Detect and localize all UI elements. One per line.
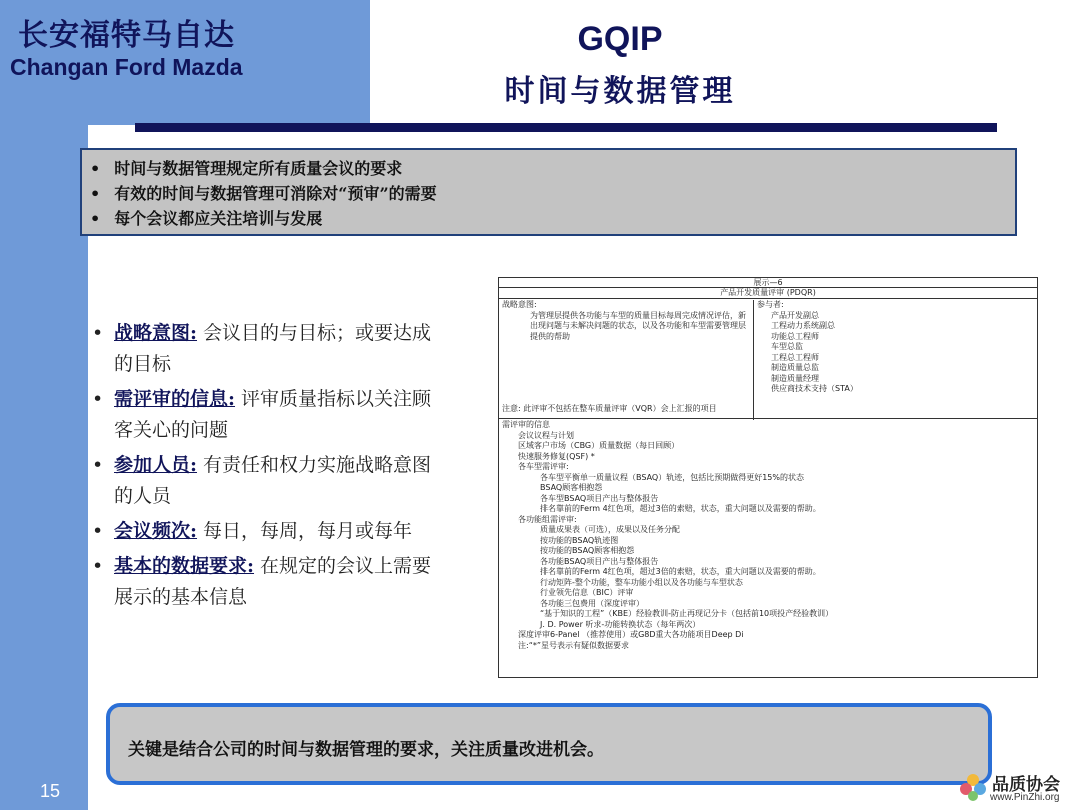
title-underline <box>135 123 997 132</box>
key-point-text: 会议目的与目标；或要达成的目标 <box>114 322 432 375</box>
form-title: 产品开发质量评审 (PDQR) <box>499 288 1037 299</box>
slide-title: GQIP <box>577 20 663 58</box>
key-point <box>92 384 432 446</box>
form-info-line: 各功能组需评审: <box>518 514 577 524</box>
key-point-text: 在规定的会议上需要展示的基本信息 <box>114 555 432 608</box>
form-attendee: 制造质量总监 <box>771 363 819 372</box>
form-exhibit-label: 展示—6 <box>499 278 1037 288</box>
key-point <box>92 516 432 547</box>
flower-logo-icon <box>958 772 988 802</box>
form-info-line: 质量成果表（可选），成果以及任务分配 <box>540 525 680 534</box>
form-info-line: 行业领先信息（BIC）评审 <box>540 588 634 597</box>
form-attendees <box>757 300 1027 395</box>
form-info-line: 区域客户市场（CBG）质量数据（每日回顾） <box>518 441 680 450</box>
key-point-term: 战略意图: <box>114 322 198 344</box>
brand-name-en: Changan Ford Mazda <box>10 54 243 80</box>
form-attendee: 工程总工程师 <box>771 352 819 362</box>
pdqr-exhibit-form <box>498 277 1038 678</box>
form-info-line: 按功能的BSAQ顾客相抱怨 <box>540 546 635 555</box>
form-attendee: 产品开发副总 <box>771 310 819 320</box>
key-callout-box <box>106 703 992 785</box>
summary-list <box>82 156 1015 231</box>
key-points-list <box>92 318 432 617</box>
form-info-line: 各功能BSAQ项目产出与整体报告 <box>540 556 659 566</box>
form-note: 注意: 此评审不包括在整车质量评审（VQR）会上汇报的项目 <box>502 404 717 413</box>
form-info-line: 按功能的BSAQ轨迹图 <box>540 535 619 545</box>
key-point-term: 参加人员: <box>114 454 198 476</box>
key-point <box>92 450 432 512</box>
form-info-line: 各车型需评审: <box>518 462 569 471</box>
form-info-line: 行动矩阵-整个功能，整车功能小组以及各功能与车型状态 <box>540 577 743 587</box>
summary-item: • 有效的时间与数据管理可消除对“预审”的需要 <box>90 181 1015 206</box>
summary-item: • 每个会议都应关注培训与发展 <box>90 206 1015 231</box>
form-info-line: “基于知识的工程”（KBE）经验教训-防止再现记分卡（包括前10项投产经验教训） <box>540 609 834 618</box>
form-attendees-label: 参与者: <box>757 300 784 309</box>
page-number: 15 <box>40 781 61 801</box>
form-info-lines <box>502 431 1032 652</box>
form-info-line: 注:“*”星号表示有疑似数据要求 <box>518 640 629 650</box>
brand-block <box>0 0 370 125</box>
key-point <box>92 318 432 380</box>
brand-name-cn: 长安福特马自达 <box>18 18 235 53</box>
form-info-line: 各车型BSAQ项目产出与整体报告 <box>540 493 659 503</box>
summary-item: • 时间与数据管理规定所有质量会议的要求 <box>90 156 1015 181</box>
form-info-line: 排名靠前的Ferm 4红色项，超过3倍的索赔，状态，重大问题以及需要的帮助。 <box>540 504 821 513</box>
key-point-term: 基本的数据要求: <box>114 555 255 577</box>
form-info-label: 需评审的信息 <box>502 420 550 429</box>
form-intent-label: 战略意图: <box>502 300 537 309</box>
form-info-line: BSAQ顾客相抱怨 <box>540 483 603 492</box>
key-point <box>92 551 432 613</box>
form-divider <box>753 300 754 420</box>
form-attendee: 制造质量经理 <box>771 373 819 383</box>
key-point-term: 会议频次: <box>114 520 198 542</box>
form-attendee: 供应商技术支持（STA） <box>771 384 858 393</box>
form-attendee: 工程动力系统副总 <box>771 321 835 330</box>
form-info-line: 快速服务修复(QSF) * <box>518 451 595 461</box>
form-info-line: 会议议程与计划 <box>518 430 574 440</box>
key-point-text: 评审质量指标以关注顾客关心的问题 <box>114 388 432 441</box>
watermark-logo <box>958 770 1078 806</box>
form-intent-text: 为管理层提供各功能与车型的质量目标每周完成情况评估，新出现问题与未解决问题的状态，以及各功能和车型需要管理层提供的帮助 <box>530 310 746 341</box>
key-point-text: 每日，每周，每月或每年 <box>197 520 413 542</box>
key-point-text: 有责任和权力实施战略意图的人员 <box>114 454 432 507</box>
form-info-line: 深度评审6-Panel （推荐使用）或G8D重大各功能项目Deep Di <box>518 630 744 639</box>
form-info-line: 各车型平衡单一质量议程（BSAQ）轨迹，包括比预期做得更好15%的状态 <box>540 472 804 482</box>
form-info-line: J. D. Power 听求-功能转换状态（每年两次） <box>540 619 701 629</box>
slide-subtitle: 时间与数据管理 <box>504 74 736 109</box>
watermark-name: 品质协会 <box>992 775 1060 795</box>
key-callout-text: 关键是结合公司的时间与数据管理的要求，关注质量改进机会。 <box>128 740 604 760</box>
form-info-line: 排名靠前的Ferm 4红色项，超过3倍的索赔，状态，重大问题以及需要的帮助。 <box>540 567 821 576</box>
watermark-url: www.PinZhi.org <box>990 792 1060 803</box>
form-info-line: 各功能三包费用（深度评审） <box>540 598 644 608</box>
summary-box <box>80 148 1017 236</box>
form-intent <box>502 300 750 342</box>
form-attendee: 功能总工程师 <box>771 331 819 341</box>
key-point-term: 需评审的信息: <box>114 388 236 410</box>
form-info-section <box>502 420 1032 651</box>
form-attendee: 车型总监 <box>771 342 803 351</box>
form-section-divider <box>499 418 1037 419</box>
form-attendees-list <box>757 311 1027 395</box>
